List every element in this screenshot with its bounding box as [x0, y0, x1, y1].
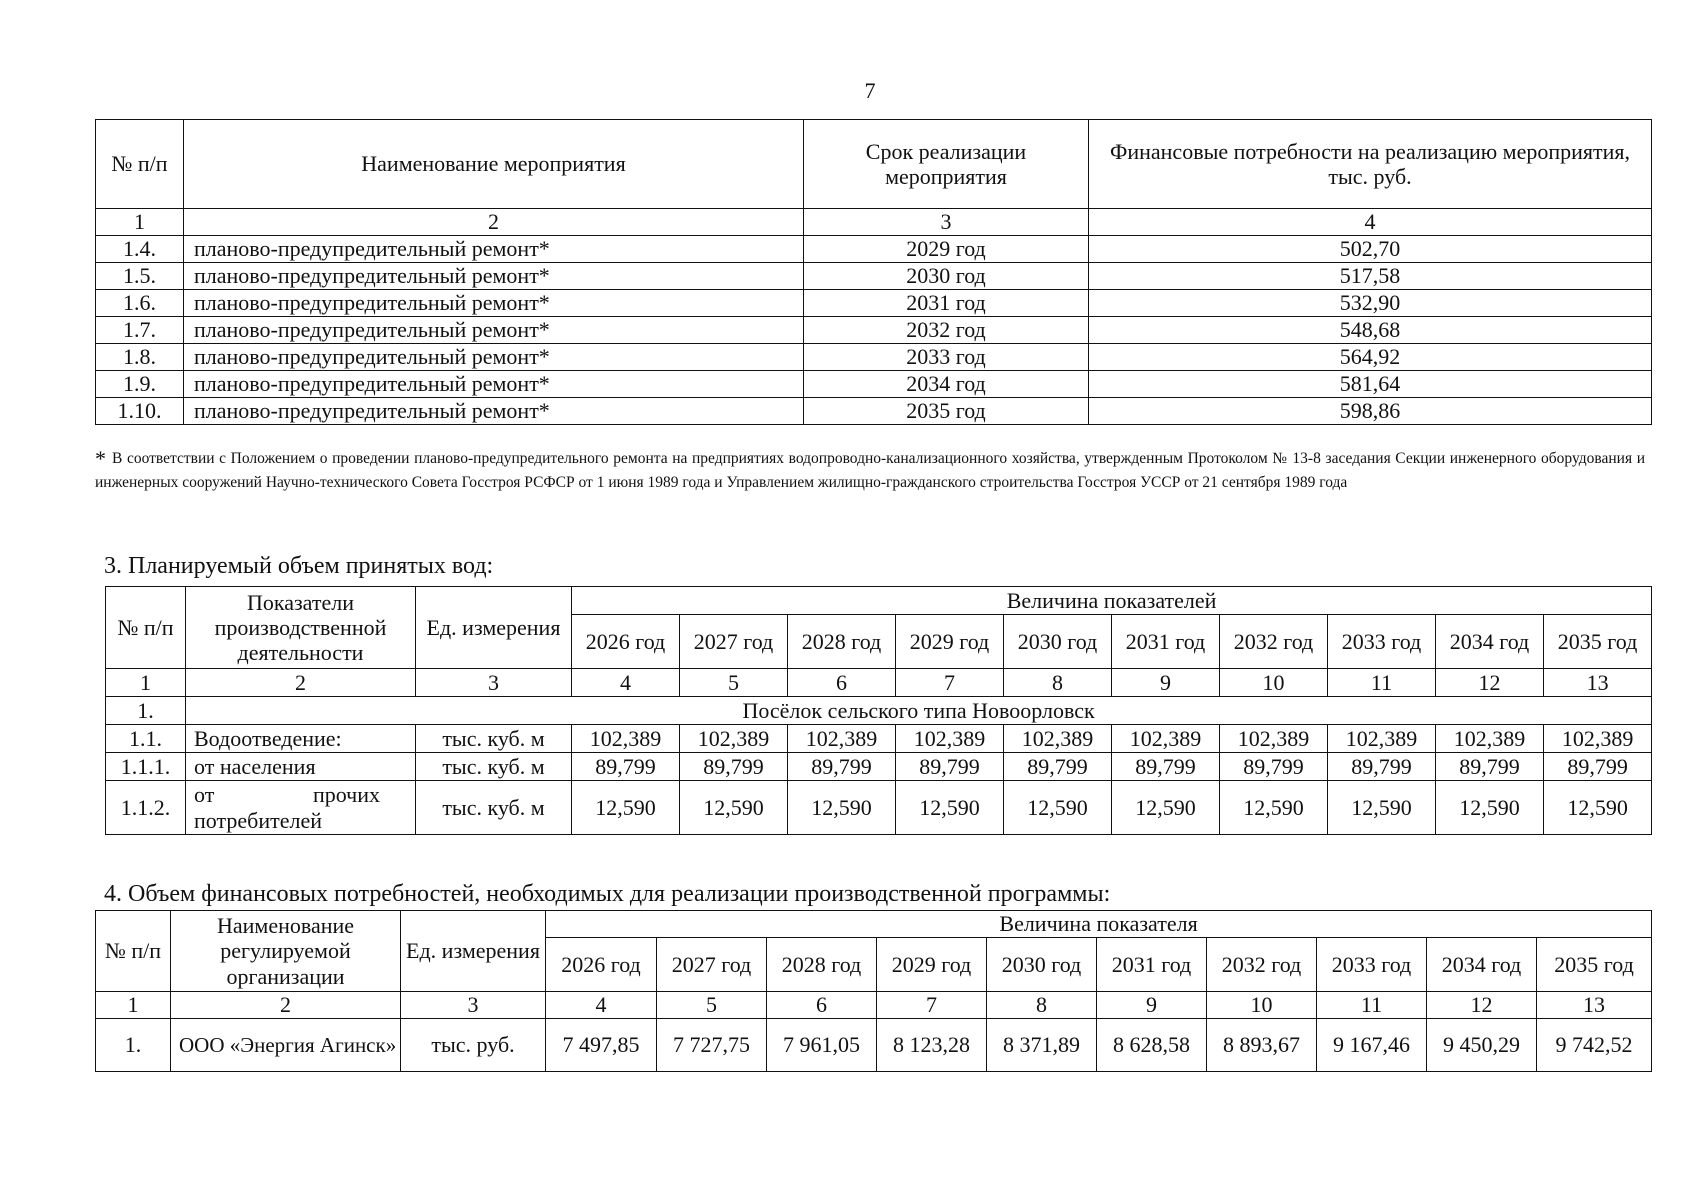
row-value: 9 742,52 — [1537, 1019, 1652, 1072]
row-value: 102,389 — [1328, 725, 1436, 753]
year-header: 2027 год — [657, 938, 767, 992]
row-value: 8 123,28 — [877, 1019, 987, 1072]
col-number: 8 — [987, 992, 1097, 1019]
row-value: 9 450,29 — [1427, 1019, 1537, 1072]
row-name: планово-предупредительный ремонт* — [184, 398, 804, 425]
col-number: 4 — [546, 992, 657, 1019]
year-header: 2030 год — [987, 938, 1097, 992]
footnote-marker: * — [95, 446, 106, 471]
col-number: 4 — [1089, 209, 1652, 236]
table-row — [106, 725, 1652, 753]
table-row — [96, 398, 1652, 425]
col-number: 10 — [1220, 669, 1328, 697]
col-number: 2 — [186, 669, 416, 697]
row-num: 1.7. — [96, 317, 184, 344]
header-indicators: Показатели производственной деятельности — [186, 587, 416, 669]
row-value: 12,590 — [572, 781, 680, 835]
row-value: 102,389 — [788, 725, 896, 753]
col-number: 13 — [1544, 669, 1652, 697]
row-num: 1.10. — [96, 398, 184, 425]
row-value: 102,389 — [1544, 725, 1652, 753]
row-value: 89,799 — [788, 753, 896, 781]
col-number: 1 — [106, 669, 186, 697]
row-term: 2034 год — [804, 371, 1089, 398]
row-name: Водоотведение: — [186, 725, 416, 753]
row-value: 12,590 — [1544, 781, 1652, 835]
year-header: 2028 год — [788, 615, 896, 669]
row-value: 8 371,89 — [987, 1019, 1097, 1072]
header-term: Срок реализации мероприятия — [804, 120, 1089, 209]
row-term: 2031 год — [804, 290, 1089, 317]
row-value: 89,799 — [1328, 753, 1436, 781]
col-number: 1 — [96, 992, 171, 1019]
row-num: 1.9. — [96, 371, 184, 398]
row-value: 7 497,85 — [546, 1019, 657, 1072]
header-row — [96, 911, 1652, 938]
row-value: 7 727,75 — [657, 1019, 767, 1072]
year-header: 2033 год — [1317, 938, 1427, 992]
header-financial-needs: Финансовые потребности на реализацию мероприятия, тыс. руб. — [1089, 120, 1652, 209]
col-number: 9 — [1097, 992, 1207, 1019]
year-header: 2035 год — [1544, 615, 1652, 669]
water-volume-table — [105, 586, 1652, 835]
row-value: 89,799 — [1112, 753, 1220, 781]
row-value: 8 628,58 — [1097, 1019, 1207, 1072]
row-value: 102,389 — [1004, 725, 1112, 753]
row-name-word: от — [194, 782, 215, 808]
row-value: 9 167,46 — [1317, 1019, 1427, 1072]
row-amount: 564,92 — [1089, 344, 1652, 371]
year-header: 2029 год — [896, 615, 1004, 669]
row-name: от населения — [186, 753, 416, 781]
col-number: 6 — [767, 992, 877, 1019]
col-number: 12 — [1427, 992, 1537, 1019]
financial-needs-table — [95, 910, 1652, 1072]
row-value: 102,389 — [1112, 725, 1220, 753]
row-value: 12,590 — [1328, 781, 1436, 835]
table-row — [96, 317, 1652, 344]
year-header: 2033 год — [1328, 615, 1436, 669]
row-num: 1.1.2. — [106, 781, 186, 835]
col-number: 2 — [184, 209, 804, 236]
row-value: 8 893,67 — [1207, 1019, 1317, 1072]
table-row — [96, 1019, 1652, 1072]
table-row — [96, 236, 1652, 263]
row-name-line2: потребителей — [194, 807, 322, 833]
row-num: 1.8. — [96, 344, 184, 371]
year-header: 2031 год — [1112, 615, 1220, 669]
row-unit: тыс. куб. м — [416, 753, 572, 781]
year-header: 2032 год — [1220, 615, 1328, 669]
col-number: 3 — [416, 669, 572, 697]
row-term: 2030 год — [804, 263, 1089, 290]
header-num: № п/п — [96, 120, 184, 209]
row-value: 12,590 — [1436, 781, 1544, 835]
year-header: 2028 год — [767, 938, 877, 992]
header-unit: Ед. измерения — [401, 911, 546, 992]
col-number: 7 — [877, 992, 987, 1019]
group-num: 1. — [106, 697, 186, 725]
header-num: № п/п — [106, 587, 186, 669]
row-value: 12,590 — [1112, 781, 1220, 835]
row-term: 2033 год — [804, 344, 1089, 371]
page-number: 7 — [864, 78, 876, 103]
table-row — [96, 344, 1652, 371]
year-header: 2026 год — [572, 615, 680, 669]
col-number: 11 — [1317, 992, 1427, 1019]
col-number: 12 — [1436, 669, 1544, 697]
row-value: 102,389 — [1436, 725, 1544, 753]
row-value: 89,799 — [1220, 753, 1328, 781]
header-unit: Ед. измерения — [416, 587, 572, 669]
year-header: 2034 год — [1427, 938, 1537, 992]
row-name: планово-предупредительный ремонт* — [184, 236, 804, 263]
row-num: 1.4. — [96, 236, 184, 263]
header-row — [106, 587, 1652, 615]
section-4-title: 4. Объем финансовых потребностей, необходимых для реализации производственной программы: — [104, 881, 1111, 907]
column-numbers-row — [106, 669, 1652, 697]
header-num: № п/п — [96, 911, 171, 992]
table-row — [96, 290, 1652, 317]
row-value: 12,590 — [896, 781, 1004, 835]
row-value: 12,590 — [788, 781, 896, 835]
header-values: Величина показателя — [546, 911, 1652, 938]
column-numbers-row — [96, 992, 1652, 1019]
row-value: 89,799 — [1436, 753, 1544, 781]
col-number: 1 — [96, 209, 184, 236]
column-numbers-row — [96, 209, 1652, 236]
row-unit: тыс. куб. м — [416, 781, 572, 835]
row-amount: 502,70 — [1089, 236, 1652, 263]
row-value: 12,590 — [680, 781, 788, 835]
year-header: 2027 год — [680, 615, 788, 669]
row-name: планово-предупредительный ремонт* — [184, 344, 804, 371]
col-number: 5 — [680, 669, 788, 697]
table-row — [96, 371, 1652, 398]
group-name: Посёлок сельского типа Новоорловск — [186, 697, 1652, 725]
col-number: 5 — [657, 992, 767, 1019]
year-header: 2031 год — [1097, 938, 1207, 992]
year-header: 2035 год — [1537, 938, 1652, 992]
group-row — [106, 697, 1652, 725]
col-number: 2 — [171, 992, 401, 1019]
col-number: 7 — [896, 669, 1004, 697]
row-name: планово-предупредительный ремонт* — [184, 290, 804, 317]
row-name-word: прочих — [312, 782, 380, 808]
row-value: 89,799 — [572, 753, 680, 781]
row-name-line1 — [194, 782, 380, 807]
row-value: 89,799 — [1544, 753, 1652, 781]
header-org: Наименование регулируемой организации — [171, 911, 401, 992]
row-value: 102,389 — [1220, 725, 1328, 753]
row-amount: 532,90 — [1089, 290, 1652, 317]
row-value: 102,389 — [680, 725, 788, 753]
row-value: 89,799 — [680, 753, 788, 781]
table-row — [106, 781, 1652, 835]
row-name: планово-предупредительный ремонт* — [184, 371, 804, 398]
header-values: Величина показателей — [572, 587, 1652, 615]
col-number: 3 — [804, 209, 1089, 236]
table-row — [106, 753, 1652, 781]
row-amount: 598,86 — [1089, 398, 1652, 425]
row-name — [186, 781, 416, 835]
row-amount: 581,64 — [1089, 371, 1652, 398]
events-table — [95, 119, 1652, 425]
row-value: 7 961,05 — [767, 1019, 877, 1072]
col-number: 8 — [1004, 669, 1112, 697]
row-unit: тыс. куб. м — [416, 725, 572, 753]
row-unit: тыс. руб. — [401, 1019, 546, 1072]
row-amount: 548,68 — [1089, 317, 1652, 344]
year-header: 2034 год — [1436, 615, 1544, 669]
row-org: ООО «Энергия Агинск» — [171, 1019, 401, 1072]
row-name: планово-предупредительный ремонт* — [184, 317, 804, 344]
col-number: 10 — [1207, 992, 1317, 1019]
col-number: 3 — [401, 992, 546, 1019]
year-header: 2032 год — [1207, 938, 1317, 992]
col-number: 6 — [788, 669, 896, 697]
row-num: 1.1. — [106, 725, 186, 753]
year-header: 2030 год — [1004, 615, 1112, 669]
col-number: 13 — [1537, 992, 1652, 1019]
row-value: 12,590 — [1220, 781, 1328, 835]
year-header: 2029 год — [877, 938, 987, 992]
table-row — [96, 263, 1652, 290]
section-3-title: 3. Планируемый объем принятых вод: — [104, 553, 494, 579]
row-amount: 517,58 — [1089, 263, 1652, 290]
header-event-name: Наименование мероприятия — [184, 120, 804, 209]
events-table-header — [96, 120, 1652, 209]
footnote-text: В соответствии с Положением о проведении планово-предупредительного ремонта на предприятиях водопроводно-канализационного хозяйства, утвержденным Протоколом № 13-8 заседания Секции инженерного оборудования и инженерных сооружений Научно-технического Совета Госстроя РСФСР от 1 июня 1989 года и Управлением жилищно-гражданского строительства Госстроя УССР от 21 сентября 1989 года — [95, 450, 1645, 491]
row-num: 1.1.1. — [106, 753, 186, 781]
row-name: планово-предупредительный ремонт* — [184, 263, 804, 290]
row-term: 2032 год — [804, 317, 1089, 344]
row-value: 102,389 — [896, 725, 1004, 753]
row-value: 89,799 — [896, 753, 1004, 781]
row-value: 12,590 — [1004, 781, 1112, 835]
footnote — [95, 447, 1645, 495]
row-num: 1.5. — [96, 263, 184, 290]
row-term: 2029 год — [804, 236, 1089, 263]
row-value: 89,799 — [1004, 753, 1112, 781]
col-number: 9 — [1112, 669, 1220, 697]
col-number: 11 — [1328, 669, 1436, 697]
row-num: 1.6. — [96, 290, 184, 317]
row-value: 102,389 — [572, 725, 680, 753]
row-term: 2035 год — [804, 398, 1089, 425]
year-header: 2026 год — [546, 938, 657, 992]
row-num: 1. — [96, 1019, 171, 1072]
col-number: 4 — [572, 669, 680, 697]
